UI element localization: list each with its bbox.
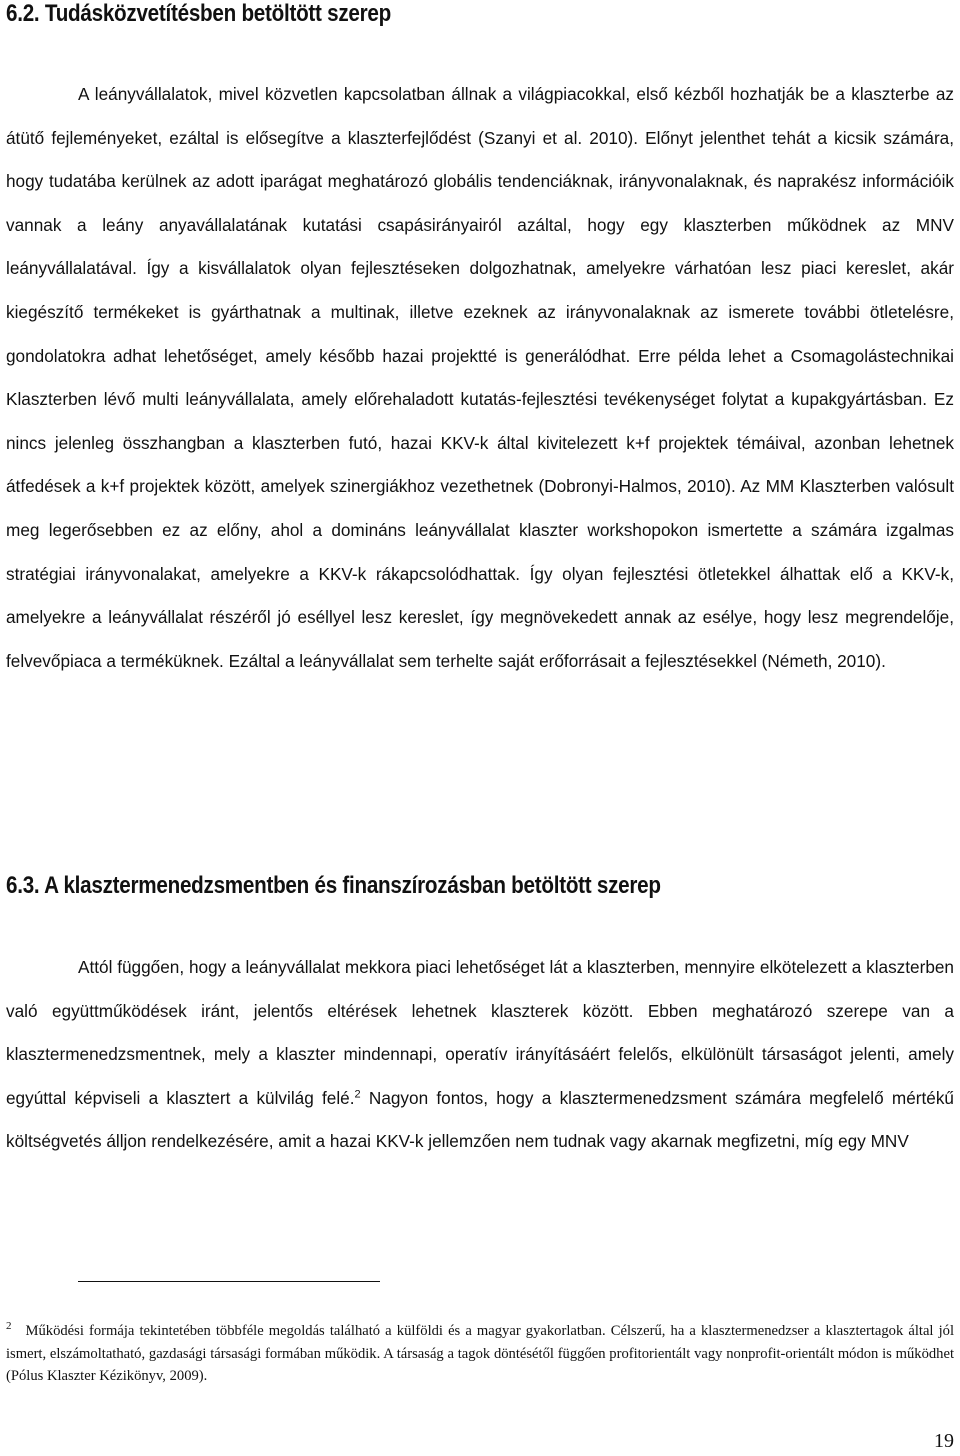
section-paragraph: A leányvállalatok, mivel közvetlen kapcsolatban állnak a világpiacokkal, első kézből hozhatják be a klaszterbe az átütő fejleményeket, ezáltal is elősegítve a klaszterfejlődést (Szanyi et al. 2010). Előnyt jelenthet tehát a kicsik számára, hogy tudatába kerülnek az adott iparágat meghatározó globális tendenciáknak, irányvonalaknak, és naprakész információik vannak a leány anyavállalatának kutatási csapásirányairól azáltal, hogy egy klaszterben működnek az MNV leányvállalatával. Így a kisvállalatok olyan fejlesztéseken dolgozhatnak, amelyekre várhatóan lesz piaci kereslet, akár kiegészítő termékeket is gyárthatnak a multinak, illetve ezeknek az irányvonalaknak az ismerete további ötletelésre, gondolatokra adhat lehetőséget, amely később hazai projektté is generálódhat. Erre példa lehet a Csomagolástechnikai Klaszterben lévő multi leányvállalata, amely előrehaladott kutatás-fejlesztési tevékenységet folytat a kupakgyártásban. Ez nincs jelenleg összhangban a klaszterben futó, hazai KKV-k által kivitelezett k+f projektek témáival, azonban lehetnek átfedések a k+f projektek között, amelyek szinergiákhoz vezethetnek (Dobronyi-Halmos, 2010). Az MM Klaszterben valósult meg legerősebben ez az előny, ahol a domináns leányvállalat klaszter workshopokon ismertette a számára izgalmas stratégiai irányvonalakat, amelyekre a KKV-k rákapcsolódhattak. Így olyan fejlesztési ötletekkel álhattak elő a KKV-k, amelyekre a leányvállalat részéről jó eséllyel lesz kereslet, így megnövekedett annak az esélye, hogy lesz megrendelője, felvevőpiaca a terméküknek. Ezáltal a leányvállalat sem terhelte saját erőforrásait a fejlesztésekkel (Németh, 2010). [6, 84, 954, 671]
section-paragraph [6, 946, 954, 1164]
paragraph-text: Attól függően, hogy a leányvállalat mekkora piaci lehetőséget lát a klaszterben, mennyire elkötelezett a klaszterben való együttműködések iránt, jelentős eltérések lehetnek klaszterek között. Ebben meghatározó szerepe van a klasztermenedzsmentnek, mely a klaszter mindennapi, operatív irányításáért felelős, elkülönült társaságot jelenti, amely egyúttal képviseli a klasztert a külvilág felé. [6, 957, 954, 1108]
footnote-reference[interactable]: 2 [354, 1088, 361, 1101]
section-heading: 6.3. A klasztermenedzsmentben és finanszírozásban betöltött szerep [6, 872, 661, 899]
section-heading: 6.2. Tudásközvetítésben betöltött szerep [6, 0, 391, 27]
footnote-number: 2 [6, 1320, 12, 1333]
footnote-divider [78, 1281, 380, 1282]
footnote [6, 1320, 954, 1388]
paragraph-text: Nagyon fontos, hogy a klasztermenedzsment számára megfelelő mértékű költségvetés álljon rendelkezésére, amit a hazai KKV-k jellemzően nem tudnak vagy akarnak megfizetni, míg egy MNV [6, 1087, 954, 1152]
footnote-text: Működési formája tekintetében többféle megoldás található a külföldi és a magyar gyakorlatban. Célszerű, ha a klasztermenedzser a klasztertagok által jól ismert, elszámoltatható, gazdasági társasági formában működik. A társaság a tagok döntésétől függően profitorientált vagy nonprofit-orientált módon is működhet (Pólus Klaszter Kézikönyv, 2009). [6, 1323, 954, 1384]
page-number: 19 [934, 1430, 954, 1452]
